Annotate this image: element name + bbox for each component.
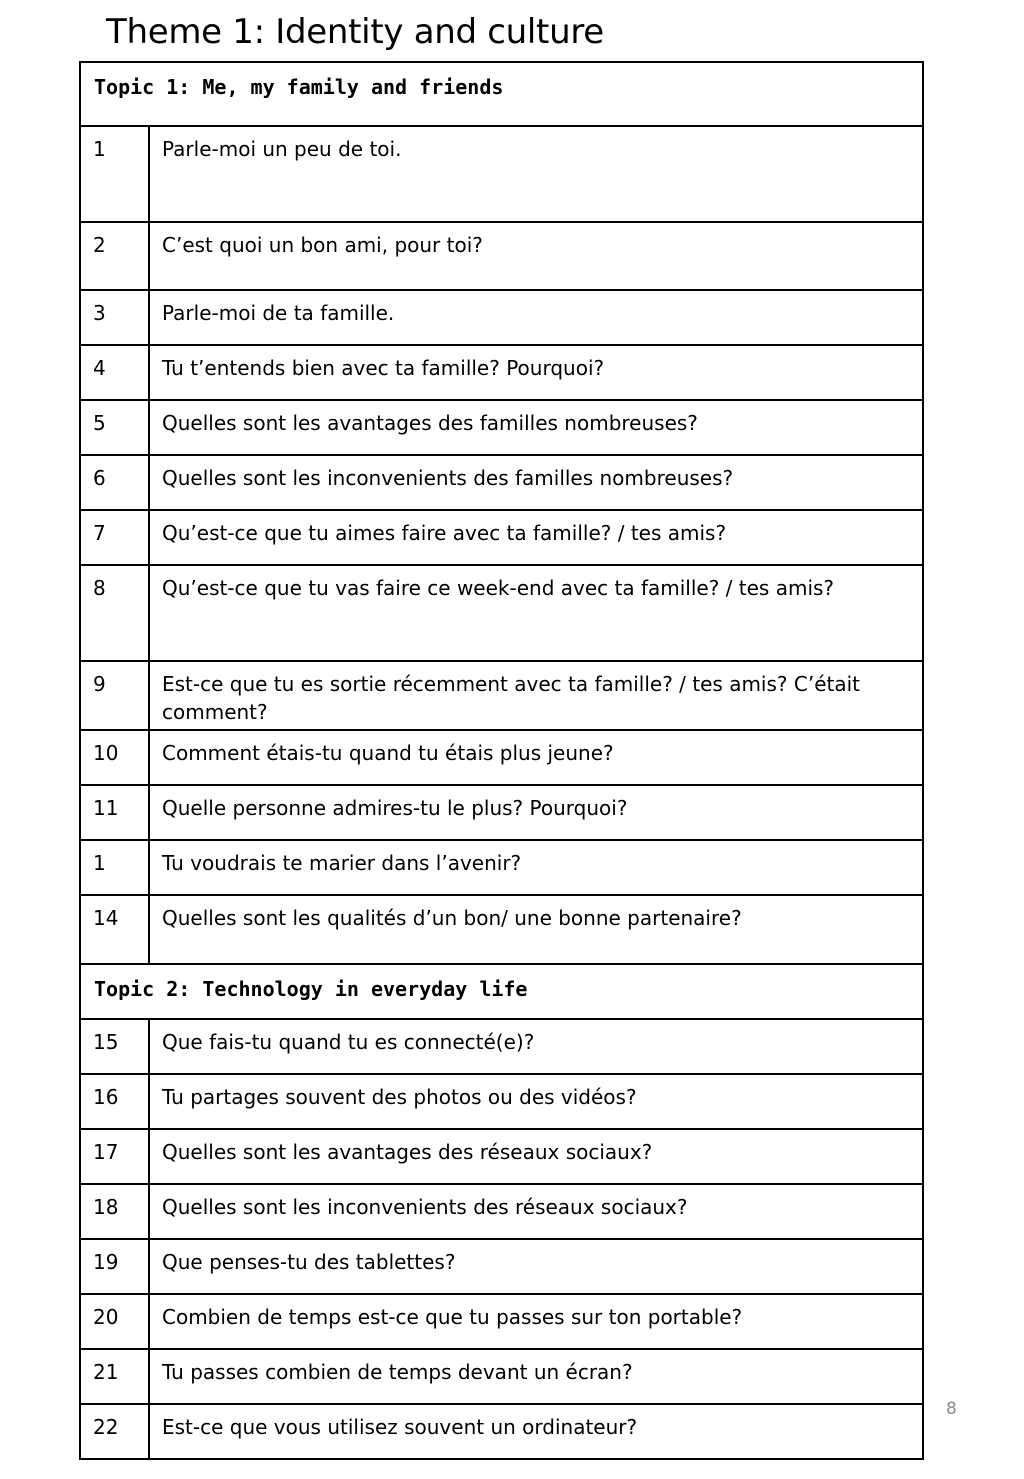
table-row bbox=[80, 400, 923, 455]
question-text: Tu t’entends bien avec ta famille? Pourquoi? bbox=[149, 345, 923, 400]
question-number: 14 bbox=[80, 895, 149, 964]
topic-heading: Topic 2: Technology in everyday life bbox=[80, 964, 923, 1019]
table-row bbox=[80, 510, 923, 565]
table-row bbox=[80, 1019, 923, 1074]
table-row bbox=[80, 895, 923, 964]
question-number: 1 bbox=[80, 126, 149, 222]
question-number: 8 bbox=[80, 565, 149, 661]
question-number: 4 bbox=[80, 345, 149, 400]
question-number: 21 bbox=[80, 1349, 149, 1404]
question-number: 22 bbox=[80, 1404, 149, 1459]
question-number: 20 bbox=[80, 1294, 149, 1349]
table-row bbox=[80, 1184, 923, 1239]
question-text: Quelles sont les avantages des réseaux sociaux? bbox=[149, 1129, 923, 1184]
table-row bbox=[80, 222, 923, 290]
table-row bbox=[80, 661, 923, 730]
question-text: Tu passes combien de temps devant un écran? bbox=[149, 1349, 923, 1404]
topic-header-row bbox=[80, 62, 923, 126]
question-text: Est-ce que tu es sortie récemment avec ta famille? / tes amis? C’était comment? bbox=[149, 661, 923, 730]
question-number: 18 bbox=[80, 1184, 149, 1239]
page-title: Theme 1: Identity and culture bbox=[106, 12, 604, 52]
page-number: 8 bbox=[946, 1399, 957, 1419]
question-text: Comment étais-tu quand tu étais plus jeune? bbox=[149, 730, 923, 785]
question-number: 2 bbox=[80, 222, 149, 290]
table-row bbox=[80, 1239, 923, 1294]
question-text: Combien de temps est-ce que tu passes sur ton portable? bbox=[149, 1294, 923, 1349]
question-text: Quelles sont les inconvenients des réseaux sociaux? bbox=[149, 1184, 923, 1239]
table-row bbox=[80, 565, 923, 661]
question-number: 16 bbox=[80, 1074, 149, 1129]
table-row bbox=[80, 1129, 923, 1184]
table-row bbox=[80, 730, 923, 785]
table-row bbox=[80, 126, 923, 222]
question-text: Tu voudrais te marier dans l’avenir? bbox=[149, 840, 923, 895]
question-number: 5 bbox=[80, 400, 149, 455]
table-row bbox=[80, 1404, 923, 1459]
table-row bbox=[80, 455, 923, 510]
table-row bbox=[80, 1294, 923, 1349]
question-number: 17 bbox=[80, 1129, 149, 1184]
question-number: 10 bbox=[80, 730, 149, 785]
question-text: Est-ce que vous utilisez souvent un ordinateur? bbox=[149, 1404, 923, 1459]
question-text: Que penses-tu des tablettes? bbox=[149, 1239, 923, 1294]
question-text: C’est quoi un bon ami, pour toi? bbox=[149, 222, 923, 290]
question-number: 1 bbox=[80, 840, 149, 895]
table-row bbox=[80, 785, 923, 840]
topic-heading: Topic 1: Me, my family and friends bbox=[80, 62, 923, 126]
question-text: Quelles sont les qualités d’un bon/ une bonne partenaire? bbox=[149, 895, 923, 964]
table-row bbox=[80, 1074, 923, 1129]
table-row bbox=[80, 840, 923, 895]
table-row bbox=[80, 345, 923, 400]
question-text: Qu’est-ce que tu vas faire ce week-end avec ta famille? / tes amis? bbox=[149, 565, 923, 661]
question-text: Parle-moi un peu de toi. bbox=[149, 126, 923, 222]
question-number: 9 bbox=[80, 661, 149, 730]
question-text: Quelle personne admires-tu le plus? Pourquoi? bbox=[149, 785, 923, 840]
question-text: Parle-moi de ta famille. bbox=[149, 290, 923, 345]
question-number: 6 bbox=[80, 455, 149, 510]
question-number: 7 bbox=[80, 510, 149, 565]
question-text: Quelles sont les avantages des familles nombreuses? bbox=[149, 400, 923, 455]
questions-table bbox=[79, 61, 924, 1460]
question-text: Qu’est-ce que tu aimes faire avec ta famille? / tes amis? bbox=[149, 510, 923, 565]
question-text: Quelles sont les inconvenients des familles nombreuses? bbox=[149, 455, 923, 510]
table-row bbox=[80, 290, 923, 345]
question-text: Que fais-tu quand tu es connecté(e)? bbox=[149, 1019, 923, 1074]
question-text: Tu partages souvent des photos ou des vidéos? bbox=[149, 1074, 923, 1129]
question-number: 15 bbox=[80, 1019, 149, 1074]
question-number: 11 bbox=[80, 785, 149, 840]
topic-header-row bbox=[80, 964, 923, 1019]
table-row bbox=[80, 1349, 923, 1404]
question-number: 19 bbox=[80, 1239, 149, 1294]
question-number: 3 bbox=[80, 290, 149, 345]
